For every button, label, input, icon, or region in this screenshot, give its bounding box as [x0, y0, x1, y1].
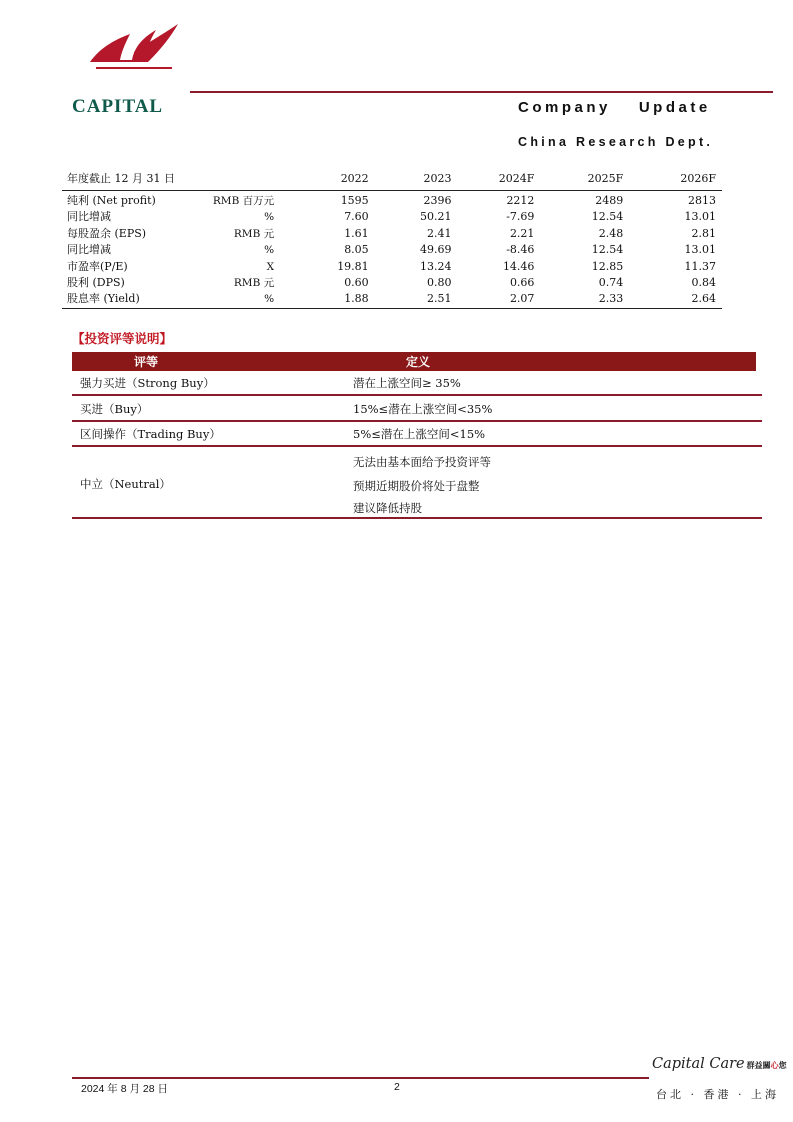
metric-value: 1595	[340, 194, 369, 207]
page-number: 2	[394, 1081, 400, 1093]
metric-label: 每股盈余 (EPS)	[67, 226, 147, 240]
metric-label: 股息率 (Yield)	[62, 291, 208, 308]
metric-value: 0.66	[509, 276, 535, 290]
metric-unit: %	[264, 244, 275, 257]
footer-rule	[72, 1077, 649, 1079]
metric-value: 50.21	[420, 210, 452, 224]
year-header: 2023	[369, 168, 452, 191]
year-header: 2024F	[452, 168, 535, 191]
metric-value: 13.24	[420, 259, 452, 273]
metric-value: -8.46	[506, 243, 535, 257]
rating-name: 强力买进（Strong Buy）	[80, 376, 215, 390]
brand-name: Capital Care	[652, 1056, 745, 1072]
metric-value: 12.54	[591, 243, 624, 257]
metric-unit: X	[266, 260, 275, 273]
financial-row	[62, 191, 722, 210]
metric-value: 2396	[423, 194, 452, 207]
rating-col-header: 评等	[134, 355, 159, 369]
metric-value: 7.60	[344, 210, 369, 224]
financial-table	[62, 168, 722, 309]
metric-value: 13.01	[684, 243, 716, 257]
brand-tagline-suffix: 您	[778, 1060, 787, 1070]
brand-tagline-prefix: 群益關	[746, 1060, 771, 1070]
period-label: 年度截止 12 月 31 日	[62, 168, 208, 191]
metric-value: 0.84	[691, 276, 716, 290]
definition-col-header: 定义	[406, 355, 431, 369]
logo-text: CAPITAL	[72, 96, 164, 117]
rating-definition: 潜在上涨空间≥ 35%	[353, 376, 461, 390]
metric-unit: RMB 元	[233, 227, 275, 240]
metric-value: 49.69	[420, 243, 452, 257]
rating-table-header	[72, 352, 756, 371]
row-divider	[72, 517, 762, 519]
metric-value: 14.46	[502, 259, 535, 273]
financial-row	[62, 259, 722, 275]
metric-value: -7.69	[506, 210, 535, 224]
metric-unit: %	[208, 291, 274, 308]
financial-row	[62, 209, 722, 225]
rating-section-title: 【投资评等说明】	[72, 331, 173, 346]
metric-value: 2.51	[369, 291, 452, 308]
metric-value: 12.54	[591, 210, 624, 224]
metric-value: 2212	[506, 194, 535, 207]
rating-name: 买进（Buy）	[80, 402, 149, 416]
rating-definition: 预期近期股价将处于盘整	[353, 479, 480, 493]
footer-date: 2024 年 8 月 28 日	[81, 1083, 168, 1095]
year-header: 2026F	[623, 168, 722, 191]
report-type	[518, 99, 711, 116]
rating-definition: 建议降低持股	[353, 501, 422, 515]
metric-label: 同比增减	[67, 243, 111, 257]
financial-row	[62, 275, 722, 291]
report-type-company: Company	[518, 99, 611, 116]
metric-unit: %	[264, 211, 275, 224]
row-divider	[72, 394, 762, 396]
row-divider	[72, 420, 762, 422]
footer-brand	[652, 1056, 787, 1072]
metric-unit: RMB 元	[233, 277, 275, 290]
metric-value: 2.48	[598, 226, 624, 240]
capital-logo	[72, 22, 192, 117]
financial-row	[62, 291, 722, 308]
metric-value: 12.85	[591, 259, 624, 273]
metric-value: 2.81	[691, 226, 716, 240]
metric-value: 19.81	[337, 259, 369, 273]
brand-tagline	[747, 1060, 787, 1070]
unit-header	[208, 168, 274, 191]
metric-value: 1.61	[344, 226, 369, 240]
year-header: 2025F	[534, 168, 623, 191]
report-type-update: Update	[638, 99, 711, 116]
financial-row	[62, 242, 722, 258]
rating-definition: 5%≤潜在上涨空间<15%	[353, 427, 486, 441]
metric-label: 市盈率(P/E)	[67, 259, 128, 273]
metric-label: 股利 (DPS)	[67, 276, 125, 290]
financial-row	[62, 226, 722, 242]
department: China Research Dept.	[518, 135, 714, 149]
header-rule	[190, 91, 773, 93]
metric-value: 2.21	[509, 226, 535, 240]
metric-value: 0.74	[598, 276, 624, 290]
metric-value: 1.88	[274, 291, 369, 308]
metric-value: 13.01	[684, 210, 716, 224]
metric-value: 11.37	[684, 259, 716, 273]
metric-value: 2.64	[623, 291, 722, 308]
rating-name: 区间操作（Trading Buy）	[80, 427, 221, 441]
rating-name: 中立（Neutral）	[80, 477, 171, 491]
metric-value: 2.07	[452, 291, 535, 308]
metric-value: 2.33	[534, 291, 623, 308]
metric-value: 2813	[688, 194, 716, 207]
year-header: 2022	[274, 168, 369, 191]
metric-unit: RMB 百万元	[212, 195, 275, 207]
brand-tagline-heart: 心	[770, 1060, 779, 1070]
financial-table-body	[62, 168, 722, 308]
metric-value: 0.60	[344, 276, 369, 290]
metric-value: 8.05	[344, 243, 369, 257]
metric-label: 同比增减	[67, 210, 111, 224]
rating-definition: 15%≤潜在上涨空间<35%	[353, 402, 493, 416]
financial-header-row	[62, 168, 722, 191]
metric-value: 0.80	[427, 276, 452, 290]
metric-value: 2489	[595, 194, 624, 207]
footer-cities: 台北 · 香港 · 上海	[656, 1088, 779, 1101]
eagle-logo-icon	[86, 22, 182, 70]
metric-value: 2.41	[427, 226, 452, 240]
row-divider	[72, 445, 762, 447]
rating-definition: 无法由基本面给予投资评等	[353, 455, 491, 469]
metric-label: 纯利 (Net profit)	[67, 194, 156, 207]
